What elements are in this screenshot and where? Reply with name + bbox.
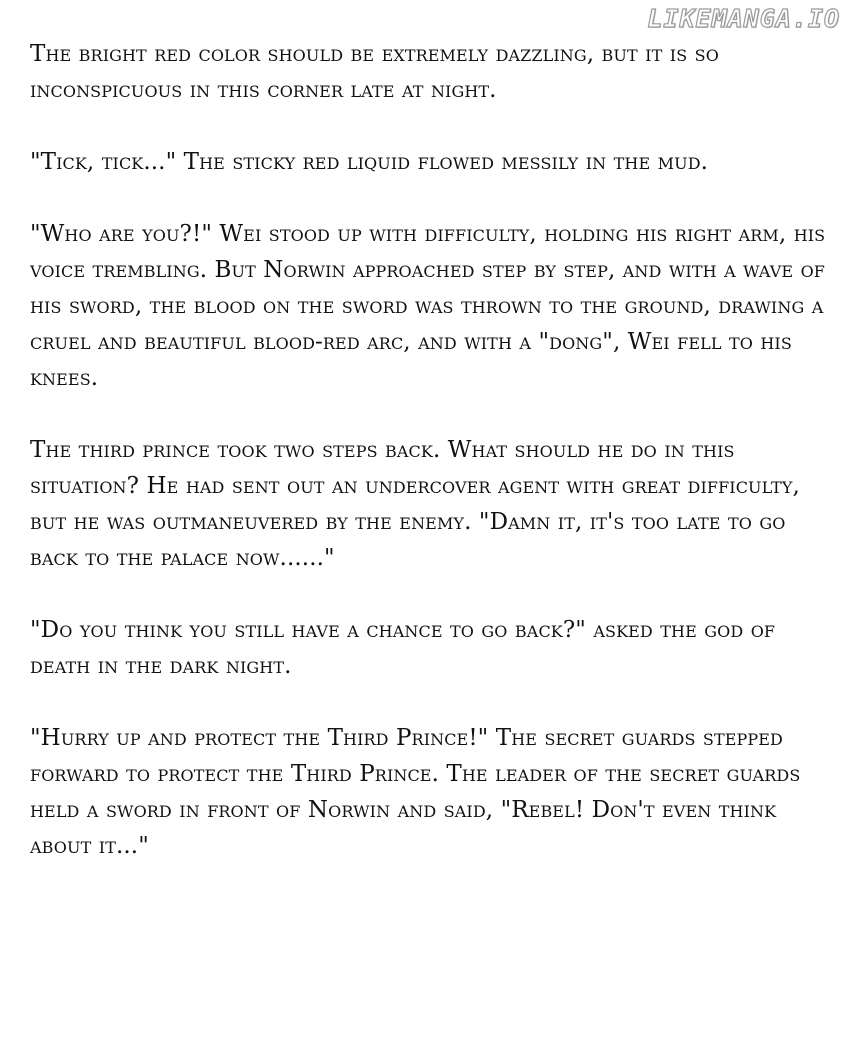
paragraph-2: "Tick, tick..." The sticky red liquid flowed messily in the mud. [30,149,709,175]
paragraph-3: "Who are you?!" Wei stood up with difficulty, holding his right arm, his voice trembling. But Norwin approached step by step, and with a wave of his sword, the blood on the sword was thrown to the ground, drawing a cruel and beautiful blood-red arc, and with a "dong", Wei fell to his knees. [30,221,826,391]
paragraph-4: The third prince took two steps back. What should he do in this situation? He had sent out an undercover agent with great difficulty, but he was outmaneuvered by the enemy. "Damn it, it's too late to go back to the palace now......" [30,437,800,571]
site-watermark: LIKEMANGA.IO [647,4,840,33]
story-text [30,36,830,864]
paragraph-6: "Hurry up and protect the Third Prince!" The secret guards stepped forward to protect the Third Prince. The leader of the secret guards held a sword in front of Norwin and said, "Rebel! Don't even think about it..." [30,725,801,859]
paragraph-5: "Do you think you still have a chance to go back?" asked the god of death in the dark night. [30,617,776,679]
paragraph-1: The bright red color should be extremely dazzling, but it is so inconspicuous in this corner late at night. [30,41,719,103]
